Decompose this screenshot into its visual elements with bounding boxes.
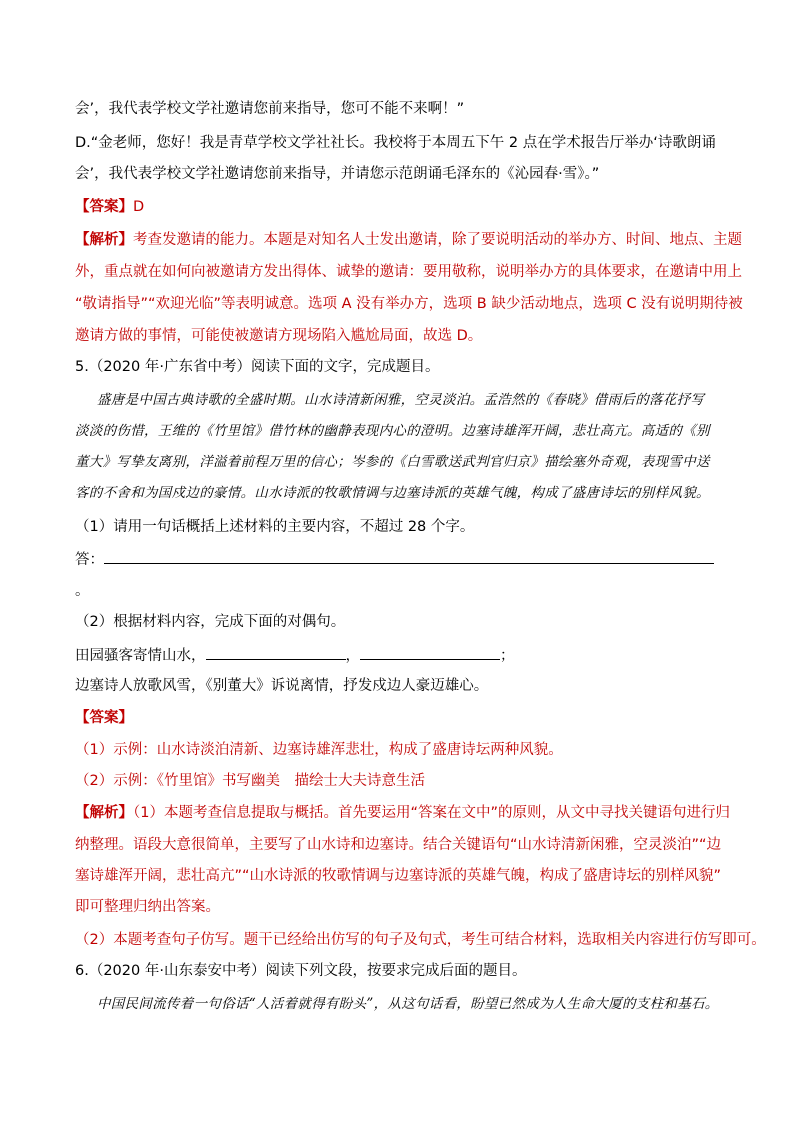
explanation-2-text: （1）本题考查信息提取与概括。首先要运用“答案在文中”的原则，从文中寻找关键语句进行归 — [133, 805, 730, 821]
answer-period: 。 — [75, 583, 90, 599]
couplet-1-end: ； — [500, 648, 515, 664]
couplet-1-start: 田园骚客寄情山水， — [75, 648, 206, 664]
passage-5-line-4: 客的不舍和为国戍边的豪情。山水诗派的牧歌情调与边塞诗派的英雄气魄，构成了盛唐诗坛的别样风貌。 — [75, 485, 710, 501]
explanation-text: 考查发邀请的能力。本题是对知名人士发出邀请，除了要说明活动的举办方、时间、地点、主题 — [133, 232, 742, 248]
explanation-2-line-5: （2）本题考查句子仿写。题干已经给出仿写的句子及句式，考生可结合材料，选取相关内容进行仿写即可。 — [75, 932, 766, 948]
option-c-cont: 会’，我代表学校文学社邀请您前来指导，您可不能不来啊！” — [75, 101, 465, 117]
answer-line — [75, 549, 734, 570]
passage-6-line-1: 中国民间流传着一句俗话“人活着就得有盼头”，从这句话看，盼望已然成为人生命大厦的支柱和基石。 — [97, 996, 719, 1012]
option-d-cont: 会’，我代表学校文学社邀请您前来指导，并请您示范朗诵毛泽东的《沁园春·雪》。” — [75, 166, 600, 182]
question-5: 5.（2020 年·广东省中考）阅读下面的文字，完成题目。 — [75, 359, 440, 375]
couplet-blank-1[interactable] — [206, 645, 346, 660]
answer-2-1: （1）示例：山水诗淡泊清新、边塞诗雄浑悲壮，构成了盛唐诗坛两种风貌。 — [75, 742, 563, 758]
passage-5-line-2: 淡淡的伤惜，王维的《竹里馆》借竹林的幽静表现内心的澄明。边塞诗雄浑开阔，悲壮高亢。高适的《别 — [75, 423, 710, 439]
explanation-2-line-2: 纳整理。语段大意很简单，主要写了山水诗和边塞诗。结合关键语句“山水诗清新闲雅，空灵淡泊”“边 — [75, 837, 722, 853]
passage-5-line-3: 董大》写挚友离别，洋溢着前程万里的信心；岑参的《白雪歌送武判官归京》描绘塞外奇观，表现雪中送 — [75, 454, 710, 470]
question-5-1: （1）请用一句话概括上述材料的主要内容，不超过 28 个字。 — [75, 519, 475, 535]
explanation-1 — [75, 230, 742, 250]
option-d: D.“金老师，您好！我是青草学校文学社社长。我校将于本周五下午 2 点在学术报告厅举办‘诗歌朗诵 — [75, 135, 716, 151]
explanation-2-line-3: 塞诗雄浑开阔，悲壮高亢”“山水诗派的牧歌情调与边塞诗派的英雄气魄，构成了盛唐诗坛的别样风貌” — [75, 868, 722, 884]
question-6: 6.（2020 年·山东泰安中考）阅读下列文段，按要求完成后面的题目。 — [75, 963, 527, 979]
couplet-blank-2[interactable] — [360, 645, 500, 660]
explanation-2 — [75, 803, 734, 823]
explanation-1-line-3: “敬请指导”“欢迎光临”等表明诚意。选项 A 没有举办方，选项 B 缺少活动地点，选项 C 没有说明期待被 — [75, 296, 743, 312]
explanation-2-tag: 【解析】 — [75, 805, 133, 821]
question-5-2: （2）根据材料内容，完成下面的对偶句。 — [75, 614, 346, 630]
answer-tag: 【答案】 — [75, 199, 133, 215]
explanation-1-line-4: 邀请方做的事情，可能使被邀请方现场陷入尴尬局面，故选 D。 — [75, 328, 483, 344]
answer-label: 答： — [75, 552, 104, 568]
explanation-1-line-2: 外，重点就在如何向被邀请方发出得体、诚挚的邀请：要用敬称，说明举办方的具体要求，在邀请中用上 — [75, 264, 742, 280]
explanation-tag: 【解析】 — [75, 232, 133, 248]
couplet-1-sep: ， — [345, 648, 360, 664]
explanation-2-line-4: 即可整理归纳出答案。 — [75, 899, 220, 915]
answer-blank[interactable] — [104, 549, 714, 564]
passage-5-line-1: 盛唐是中国古典诗歌的全盛时期。山水诗清新闲雅，空灵淡泊。孟浩然的《春晓》借雨后的落花抒写 — [97, 392, 705, 408]
answer-value: D — [133, 199, 145, 215]
couplet-line-2: 边塞诗人放歌风雪，《别董大》诉说离情，抒发戍边人豪迈雄心。 — [75, 678, 489, 694]
couplet-line-1 — [75, 645, 734, 666]
answer-1 — [75, 197, 734, 217]
answer-2-tag: 【答案】 — [75, 710, 133, 726]
answer-2-2: （2）示例：《竹里馆》书写幽美 描绘士大夫诗意生活 — [75, 773, 425, 789]
